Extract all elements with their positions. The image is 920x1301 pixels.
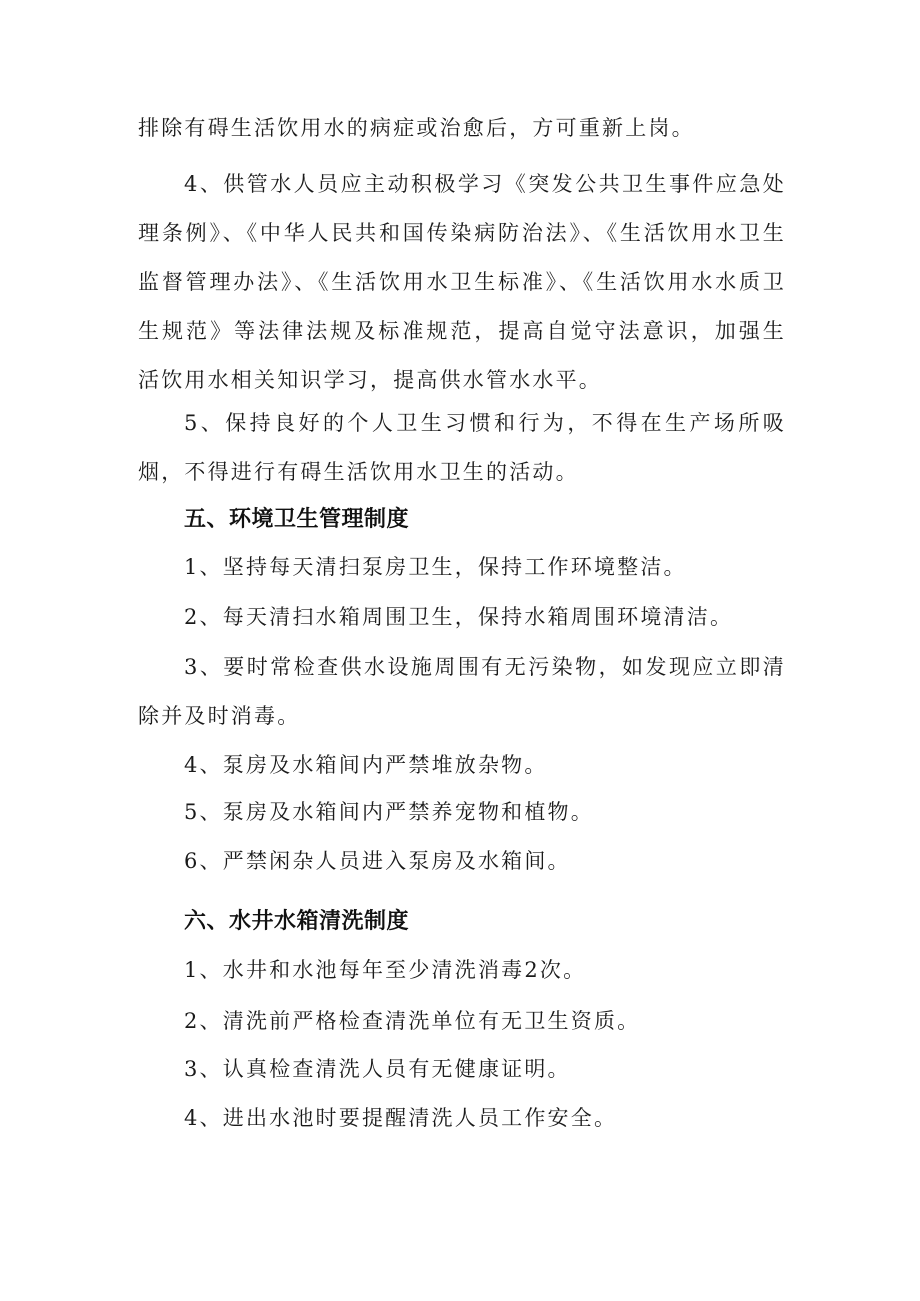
list-item: 5、泵房及水箱间内严禁养宠物和植物。 bbox=[184, 800, 594, 824]
list-item: 2、每天清扫水箱周围卫生，保持水箱周围环境清洁。 bbox=[184, 605, 734, 629]
section-heading-cleaning: 六、水井水箱清洗制度 bbox=[184, 909, 410, 934]
paragraph-item-5: 5、保持良好的个人卫生习惯和行为，不得在生产场所吸烟，不得进行有碍生活饮用水卫生的活动。 bbox=[138, 411, 786, 484]
paragraph-continuation: 排除有碍生活饮用水的病症或治愈后，方可重新上岗。 bbox=[138, 116, 695, 140]
list-item: 4、进出水池时要提醒清洗人员工作安全。 bbox=[184, 1106, 618, 1130]
list-item: 1、水井和水池每年至少清洗消毒2次。 bbox=[184, 958, 587, 982]
list-item: 2、清洗前严格检查清洗单位有无卫生资质。 bbox=[184, 1009, 641, 1033]
paragraph-item-4: 4、供管水人员应主动积极学习《突发公共卫生事件应急处理条例》、《中华人民共和国传染病防治法》、《生活饮用水卫生监督管理办法》、《生活饮用水卫生标准》、《生活饮用水水质卫生规范》等法律法规及标准规范，提高自觉守法意识，加强生活饮用水相关知识学习，提高供水管水水平。 bbox=[138, 172, 786, 392]
list-item: 1、坚持每天清扫泵房卫生，保持工作环境整洁。 bbox=[184, 555, 687, 579]
list-item: 6、严禁闲杂人员进入泵房及水箱间。 bbox=[184, 849, 571, 873]
section-heading-environment: 五、环境卫生管理制度 bbox=[184, 507, 410, 532]
list-item: 3、要时常检查供水设施周围有无污染物，如发现应立即清除并及时消毒。 bbox=[138, 655, 786, 728]
list-item: 4、泵房及水箱间内严禁堆放杂物。 bbox=[184, 753, 548, 777]
list-item: 3、认真检查清洗人员有无健康证明。 bbox=[184, 1057, 571, 1081]
